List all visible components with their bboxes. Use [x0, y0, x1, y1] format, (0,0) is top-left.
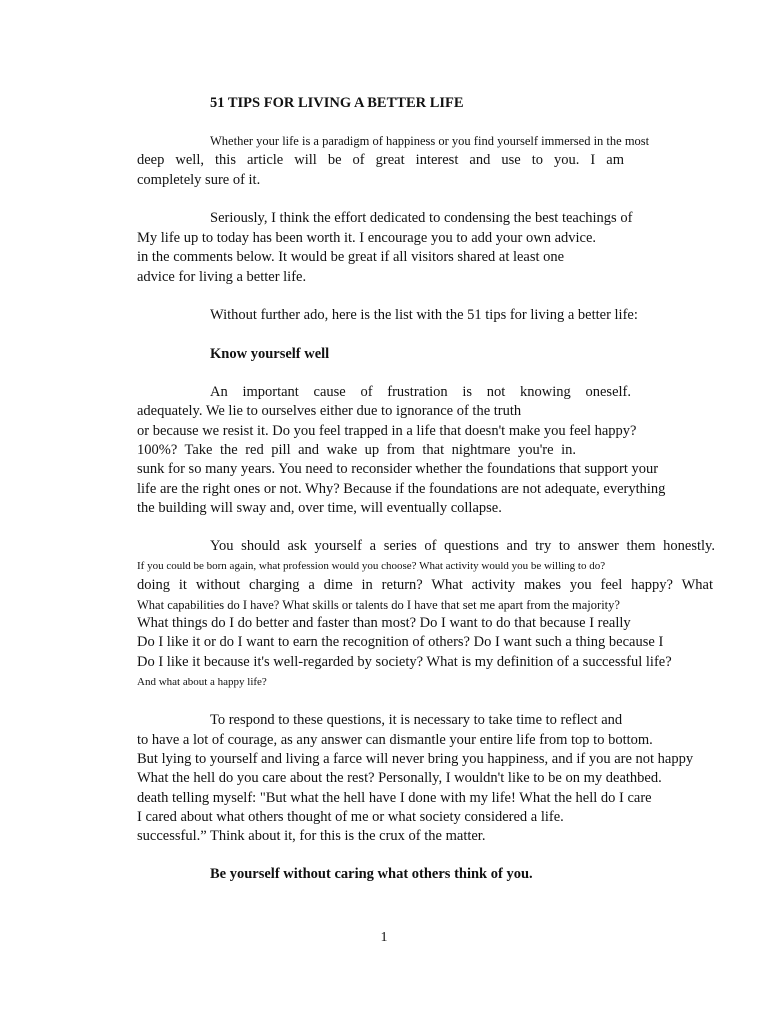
- para4-line-3: or because we resist it. Do you feel trapped in a life that doesn't make you feel happy?: [137, 423, 637, 439]
- para5-line-1: You should ask yourself a series of questions and try to answer them honestly.: [210, 538, 715, 554]
- para2-line-4: advice for living a better life.: [137, 269, 307, 285]
- para4-line-7: the building will sway and, over time, will eventually collapse.: [137, 500, 502, 516]
- para5-line-8: And what about a happy life?: [137, 676, 267, 688]
- para4-line-6: life are the right ones or not. Why? Because if the foundations are not adequate, everything: [137, 481, 666, 497]
- para6-line-3: But lying to yourself and living a farce will never bring you happiness, and if you are not happy: [137, 751, 694, 767]
- intro-line-3: completely sure of it.: [137, 172, 261, 188]
- para6-line-6: I cared about what others thought of me or what society considered a life.: [137, 809, 564, 825]
- page-number: 1: [380, 930, 388, 945]
- intro-line-2: deep well, this article will be of great interest and use to you. I am: [137, 152, 624, 168]
- para6-line-2: to have a lot of courage, as any answer can dismantle your entire life from top to bottom.: [137, 732, 653, 748]
- para6-line-4: What the hell do you care about the rest? Personally, I wouldn't like to be on my deathbed.: [137, 770, 662, 786]
- para5-line-7: Do I like it because it's well-regarded by society? What is my definition of a successful life?: [137, 654, 672, 670]
- para6-line-7: successful.” Think about it, for this is the crux of the matter.: [137, 828, 486, 844]
- heading-be-yourself: Be yourself without caring what others think of you.: [210, 866, 533, 882]
- para5-line-6: Do I like it or do I want to earn the recognition of others? Do I want such a thing because I: [137, 634, 664, 650]
- para5-line-3: doing it without charging a dime in return? What activity makes you feel happy? What: [137, 577, 713, 593]
- para5-line-4: What capabilities do I have? What skills or talents do I have that set me apart from the majority?: [137, 598, 620, 612]
- para4-line-1: An important cause of frustration is not knowing oneself.: [210, 384, 631, 400]
- para6-line-5: death telling myself: "But what the hell have I done with my life! What the hell do I care: [137, 790, 652, 806]
- para5-line-5: What things do I do better and faster than most? Do I want to do that because I really: [137, 615, 631, 631]
- para2-line-1: Seriously, I think the effort dedicated to condensing the best teachings of: [210, 210, 633, 226]
- para2-line-3: in the comments below. It would be great if all visitors shared at least one: [137, 249, 565, 265]
- intro-line-1: Whether your life is a paradigm of happiness or you find yourself immersed in the most: [210, 134, 650, 148]
- para3-line-1: Without further ado, here is the list with the 51 tips for living a better life:: [210, 307, 638, 323]
- para5-line-2: If you could be born again, what profession would you choose? What activity would you be willing to do?: [137, 560, 606, 572]
- para4-line-2: adequately. We lie to ourselves either due to ignorance of the truth: [137, 403, 522, 419]
- para4-line-5: sunk for so many years. You need to reconsider whether the foundations that support your: [137, 461, 659, 477]
- para4-line-4: 100%? Take the red pill and wake up from that nightmare you're in.: [137, 442, 576, 458]
- para2-line-2: My life up to today has been worth it. I encourage you to add your own advice.: [137, 230, 597, 246]
- heading-know-yourself: Know yourself well: [210, 346, 330, 362]
- para6-line-1: To respond to these questions, it is necessary to take time to reflect and: [210, 712, 623, 728]
- document-title: 51 TIPS FOR LIVING A BETTER LIFE: [210, 95, 464, 111]
